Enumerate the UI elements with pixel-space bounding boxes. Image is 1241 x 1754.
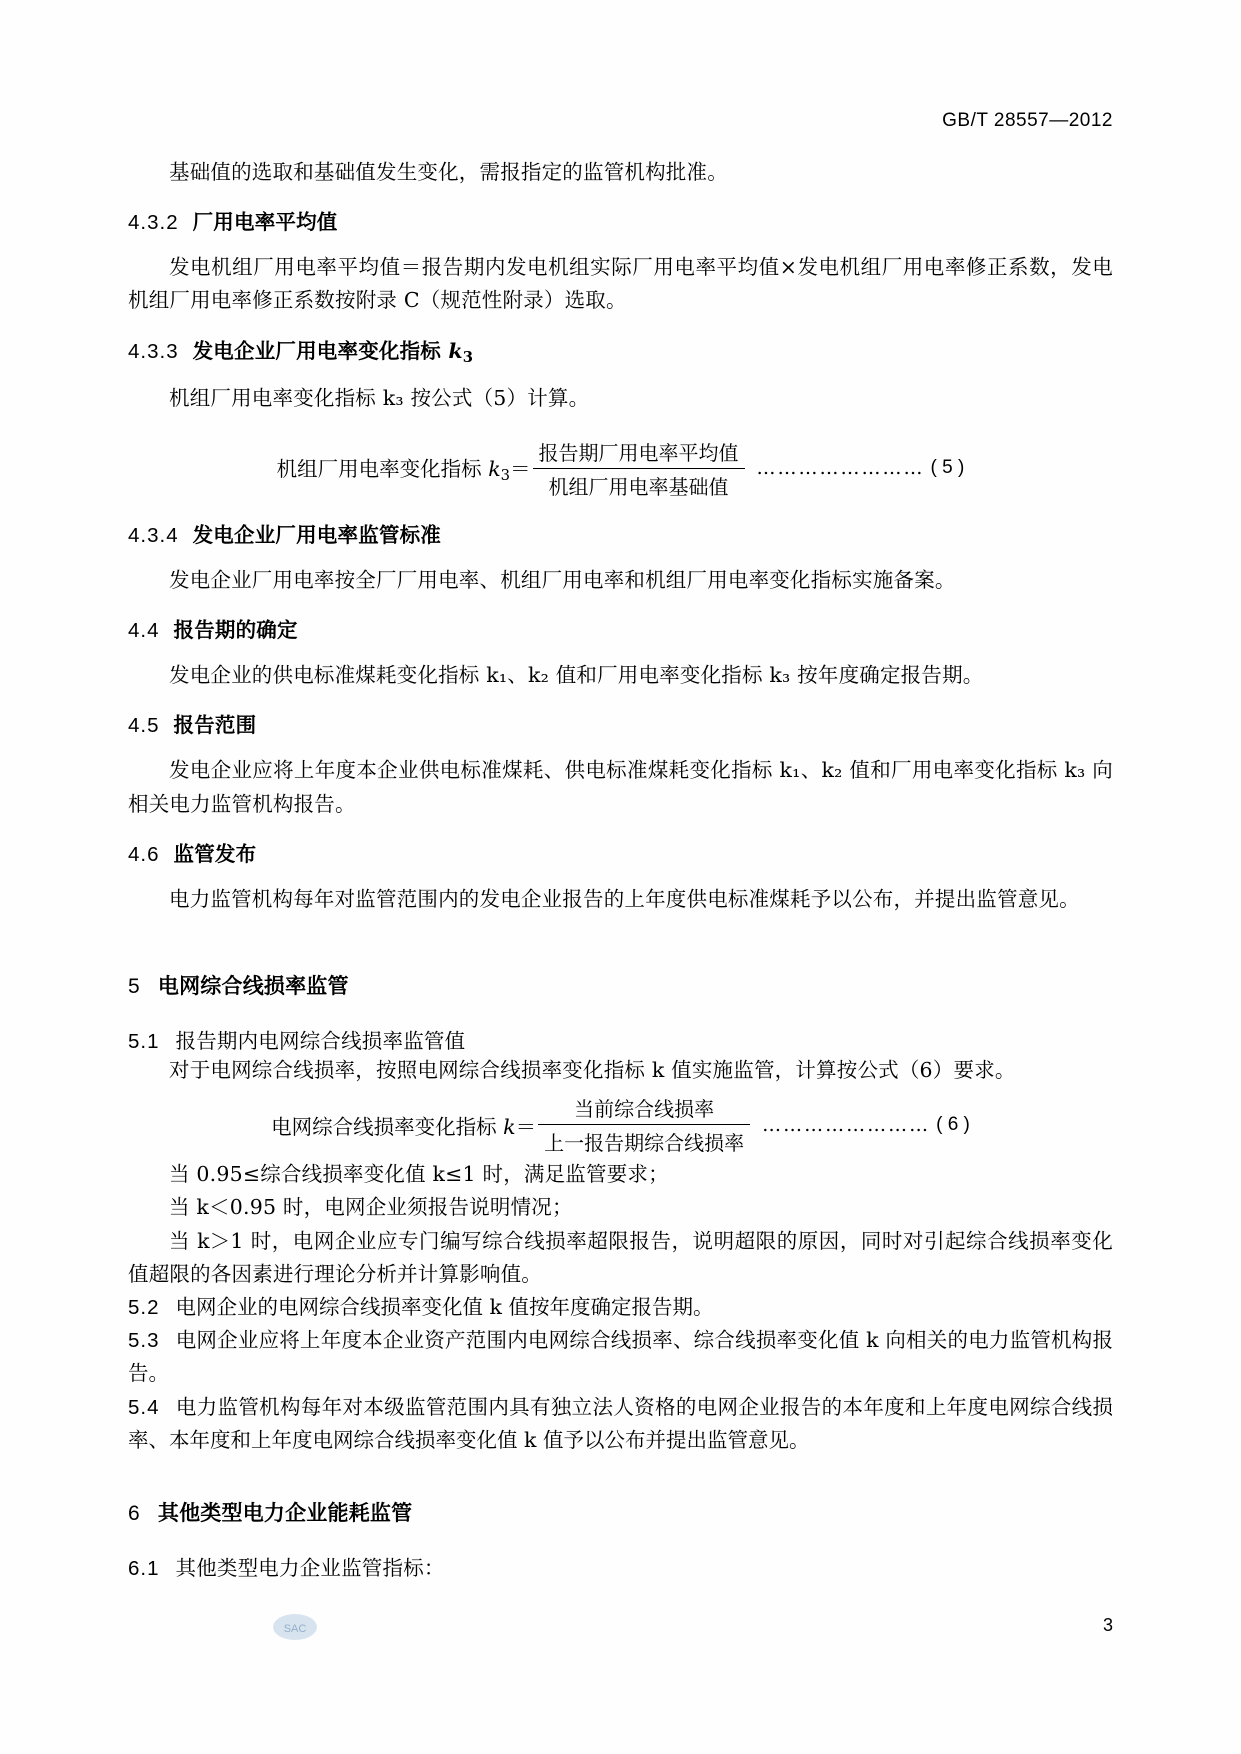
formula-number: ( 6 ) <box>936 1113 970 1135</box>
section-heading-6 <box>128 1497 1113 1527</box>
formula-number: ( 5 ) <box>930 457 965 479</box>
formula-lhs-text: 电网综合线损率变化指标 <box>271 1114 504 1139</box>
subclause-number: 5.3 <box>128 1329 160 1353</box>
standard-code: GB/T 28557—2012 <box>942 110 1113 131</box>
intro-paragraph: 基础值的选取和基础值发生变化，需报指定的监管机构批准。 <box>169 160 728 184</box>
clause-title: 厂用电率平均值 <box>192 210 338 235</box>
clause-number: 4.5 <box>128 714 160 738</box>
subclause-5-2 <box>128 1291 1113 1324</box>
fraction-denominator: 机组厂用电率基础值 <box>548 474 729 499</box>
clause-number: 4.3.4 <box>128 523 179 547</box>
symbol-subscript: 3 <box>462 348 474 366</box>
symbol-k: k <box>488 457 501 482</box>
clause-title: 发电企业厂用电率变化指标 <box>192 338 449 363</box>
symbol-subscript: 3 <box>500 467 511 485</box>
fraction-numerator: 当前综合线损率 <box>538 1093 750 1125</box>
subclause-title: 其他类型电力企业监管指标： <box>175 1555 445 1580</box>
clause-heading-4-3-2 <box>128 205 1113 235</box>
subclause-number: 6.1 <box>128 1556 160 1580</box>
svg-text:SAC: SAC <box>283 1623 307 1635</box>
watermark-logo <box>272 1610 318 1644</box>
subclause-heading-6-1 <box>128 1551 1113 1581</box>
condition-1: 当 0.95≤综合线损率变化值 k≤1 时，满足监管要求； <box>169 1162 669 1187</box>
subclause-body: 电网企业应将上年度本企业资产范围内电网综合线损率、综合线损率变化值 k 向相关的电力监管机构报告。 <box>128 1328 1113 1386</box>
subclause-title: 报告期内电网综合线损率监管值 <box>175 1028 466 1053</box>
clause-title: 监管发布 <box>173 841 257 866</box>
clause-heading-4-3-4 <box>128 518 1113 548</box>
clause-number: 4.4 <box>128 619 160 643</box>
subclause-5-4 <box>128 1391 1113 1457</box>
subclause-number: 5.4 <box>128 1395 160 1419</box>
subclause-5-3 <box>128 1324 1113 1390</box>
clause-number: 4.3.3 <box>128 339 179 363</box>
subclause-number: 5.1 <box>128 1029 160 1053</box>
clause-title: 发电企业厂用电率监管标准 <box>192 522 442 547</box>
symbol-k: k <box>503 1114 516 1139</box>
page-content <box>128 0 1113 1581</box>
clause-body-4-5: 发电企业应将上年度本企业供电标准煤耗、供电标准煤耗变化指标 k₁、k₂ 值和厂用电率变化指标 k₃ 向相关电力监管机构报告。 <box>128 758 1113 816</box>
clause-body-4-3-3: 机组厂用电率变化指标 k₃ 按公式（5）计算。 <box>169 385 590 410</box>
clause-heading-4-5 <box>128 708 1113 738</box>
section-number: 5 <box>128 974 140 998</box>
subclause-body: 电力监管机构每年对本级监管范围内具有独立法人资格的电网企业报告的本年度和上年度电网综合线损率、本年度和上年度电网综合线损率变化值 k 值予以公布并提出监管意见。 <box>128 1394 1113 1452</box>
clause-heading-4-3-3 <box>128 334 1113 366</box>
subclause-body-5-1: 对于电网综合线损率，按照电网综合线损率变化指标 k 值实施监管，计算按公式（6）要求。 <box>169 1057 1016 1082</box>
formula-6 <box>128 1093 1113 1156</box>
fraction-numerator: 报告期厂用电率平均值 <box>533 437 745 469</box>
section-heading-5 <box>128 970 1113 1000</box>
clause-body-4-6: 电力监管机构每年对监管范围内的发电企业报告的上年度供电标准煤耗予以公布，并提出监管意见。 <box>169 886 1080 911</box>
page-header <box>128 110 1113 132</box>
condition-2: 当 k＜0.95 时，电网企业须报告说明情况； <box>169 1195 573 1220</box>
clause-body-4-3-2: 发电机组厂用电率平均值＝报告期内发电机组实际厂用电率平均值×发电机组厂用电率修正系数，发电机组厂用电率修正系数按附录 C（规范性附录）选取。 <box>128 255 1113 313</box>
page-number: 3 <box>1102 1615 1113 1635</box>
section-title: 电网综合线损率监管 <box>157 972 349 998</box>
fraction <box>533 437 745 500</box>
clause-heading-4-6 <box>128 837 1113 867</box>
clause-title: 报告期的确定 <box>173 618 298 643</box>
clause-number: 4.3.2 <box>128 211 179 235</box>
subclause-number: 5.2 <box>128 1295 160 1319</box>
leader-dots: …………………… <box>762 1113 931 1136</box>
clause-body-4-4: 发电企业的供电标准煤耗变化指标 k₁、k₂ 值和厂用电率变化指标 k₃ 按年度确定报告期。 <box>169 663 984 688</box>
formula-5 <box>128 437 1113 500</box>
equals-sign: ＝ <box>515 1114 537 1139</box>
subclause-heading-5-1 <box>128 1024 1113 1054</box>
clause-body-4-3-4: 发电企业厂用电率按全厂厂用电率、机组厂用电率和机组厂用电率变化指标实施备案。 <box>169 567 956 592</box>
section-title: 其他类型电力企业能耗监管 <box>157 1499 413 1525</box>
symbol-k: k <box>448 338 463 363</box>
fraction-denominator: 上一报告期综合线损率 <box>544 1131 745 1156</box>
clause-number: 4.6 <box>128 842 160 866</box>
formula-lhs-text: 机组厂用电率变化指标 <box>276 457 489 482</box>
fraction <box>538 1093 750 1156</box>
leader-dots: …………………… <box>756 457 925 480</box>
subclause-body: 电网企业的电网综合线损率变化值 k 值按年度确定报告期。 <box>175 1294 714 1319</box>
equals-sign: ＝ <box>510 457 531 482</box>
clause-heading-4-4 <box>128 613 1113 643</box>
section-number: 6 <box>128 1501 140 1525</box>
condition-3: 当 k＞1 时，电网企业应专门编写综合线损率超限报告，说明超限的原因，同时对引起综合线损率变化值超限的各因素进行理论分析并计算影响值。 <box>128 1228 1113 1286</box>
clause-title: 报告范围 <box>173 713 257 738</box>
